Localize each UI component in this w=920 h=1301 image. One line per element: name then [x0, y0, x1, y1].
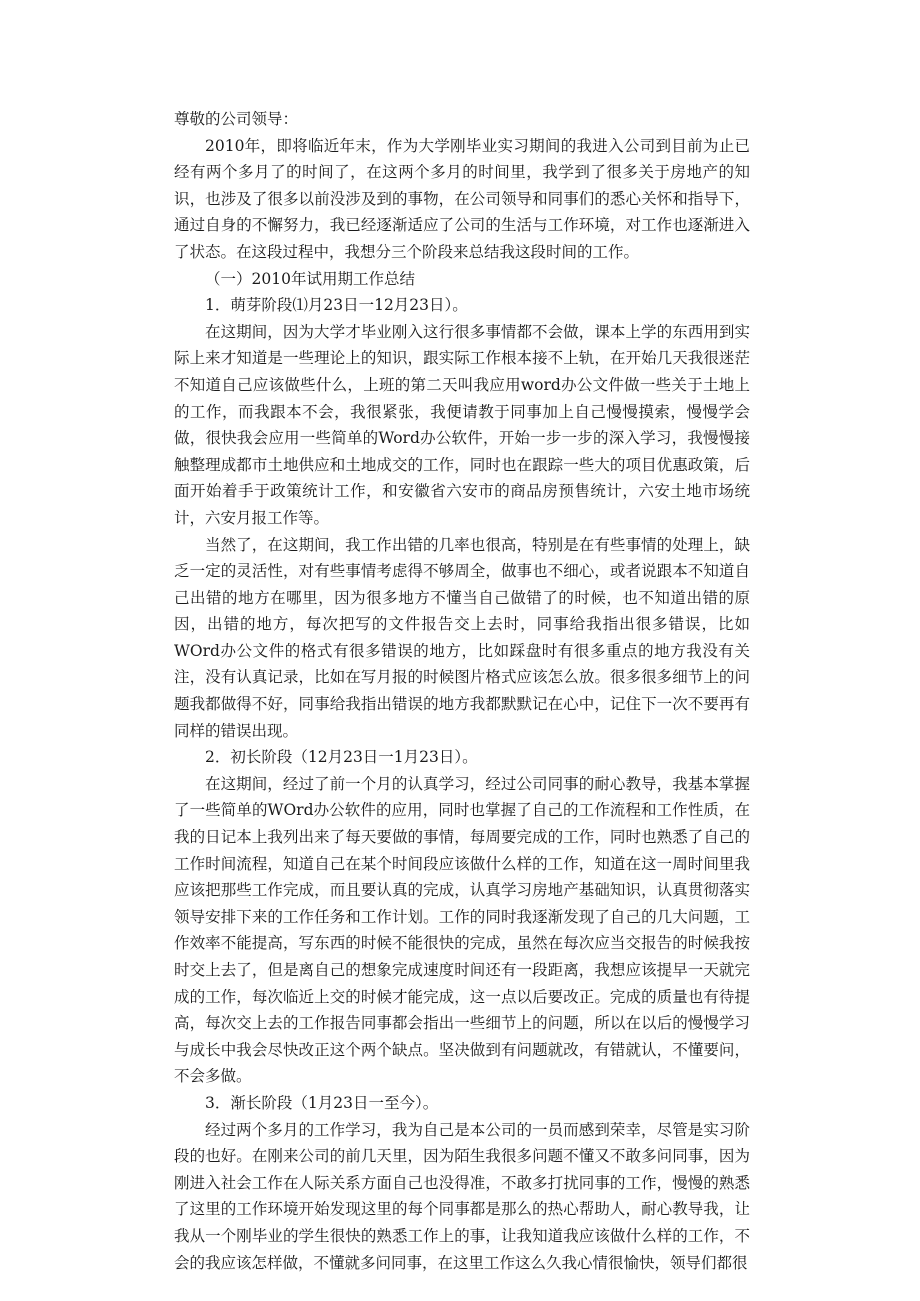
paragraph-stage-1-body: 在这期间，因为大学才毕业刚入这行很多事情都不会做，课本上学的东西用到实际上来才知道是一些理论上的知识，跟实际工作根本接不上轨，在开始几天我很迷茫不知道自己应该做些什么，上班的第二天叫我应用word办公文件做一些关于土地上的工作，而我跟本不会，我很紧张，我便请教于同事加上自己慢慢摸索，慢慢学会做，很快我会应用一些简单的Word办公软件，开始一步一步的深入学习，我慢慢接触整理成都市土地供应和土地成交的工作，同时也在跟踪一些大的项目优惠政策，后面开始着手于政策统计工作，和安徽省六安市的商品房预售统计，六安土地市场统计，六安月报工作等。	[174, 322, 750, 527]
stage-3-heading: 3．渐长阶段（1月23日一至今）。	[205, 1093, 439, 1112]
stage-2-heading: 2．初长阶段（12月23日一1月23日）。	[205, 748, 478, 767]
paragraph-stage-3-body: 经过两个多月的工作学习，我为自己是本公司的一员而感到荣幸，尽管是实习阶段的也好。在刚来公司的前几天里，因为陌生我很多问题不懂又不敢多问同事，因为刚进入社会工作在人际关系方面自己也没得准，不敢多打扰同事的工作，慢慢的熟悉了这里的工作环境开始发现这里的每个同事都是那么的热心帮助人，耐心教导我，让我从一个刚毕业的学生很快的熟悉工作上的事，让我知道我应该做什么样的工作，不会的我应该怎样做，不懂就多问同事，在这里工作这么久我心情很愉快，领导们都很	[174, 1120, 750, 1272]
paragraph-stage-2-body: 在这期间，经过了前一个月的认真学习，经过公司同事的耐心教导，我基本掌握了一些简单的WOrd办公软件的应用，同时也掌握了自己的工作流程和工作性质，在我的日记本上我列出来了每天要做的事情，每周要完成的工作，同时也熟悉了自己的工作时间流程，知道自己在某个时间段应该做什么样的工作，知道在这一周时间里我应该把那些工作完成，而且要认真的完成，认真学习房地产基础知识，认真贯彻落实领导安排下来的工作任务和工作计划。工作的同时我逐渐发现了自己的几大问题，工作效率不能提高，写东西的时候不能很快的完成，虽然在每次应当交报告的时候我按时交上去了，但是离自己的想象完成速度时间还有一段距离，我想应该提早一天就完成的工作，每次临近上交的时候才能完成，这一点以后要改正。完成的质量也有待提高，每次交上去的工作报告同事都会指出一些细节上的问题，所以在以后的慢慢学习与成长中我会尽快改正这个两个缺点。坚决做到有问题就改，有错就认，不懂要问，不会多做。	[174, 774, 750, 1086]
paragraph-intro: 2010年，即将临近年末，作为大学刚毕业实习期间的我进入公司到目前为止已经有两个多月了的时间了，在这两个多月的时间里，我学到了很多关于房地产的知识，也涉及了很多以前没涉及到的事物，在公司领导和同事们的悉心关怀和指导下，通过自身的不懈努力，我已经逐渐适应了公司的生活与工作环境，对工作也逐渐进入了状态。在这段过程中，我想分三个阶段来总结我这段时间的工作。	[174, 136, 750, 261]
salutation: 尊敬的公司领导：	[174, 110, 299, 128]
document-body	[174, 106, 750, 1276]
section-heading-2010-summary: （一）2010年试用期工作总结	[205, 269, 415, 288]
paragraph-stage-1-mistakes: 当然了，在这期间，我工作出错的几率也很高，特别是在有些事情的处理上，缺乏一定的灵活性，对有些事情考虑得不够周全，做事也不细心，或者说跟本不知道自己出错的地方在哪里，因为很多地方不懂当自己做错了的时候，也不知道出错的原因，出错的地方，每次把写的文件报告交上去时，同事给我指出很多错误，比如WOrd办公文件的格式有很多错误的地方，比如踩盘时有很多重点的地方我没有关注，没有认真记录，比如在写月报的时候图片格式应该怎么放。很多很多细节上的问题我都做得不好，同事给我指出错误的地方我都默默记在心中，记住下一次不要再有同样的错误出现。	[174, 535, 750, 740]
stage-1-heading: 1．萌芽阶段⑴月23日一12月23日）。	[205, 296, 468, 315]
